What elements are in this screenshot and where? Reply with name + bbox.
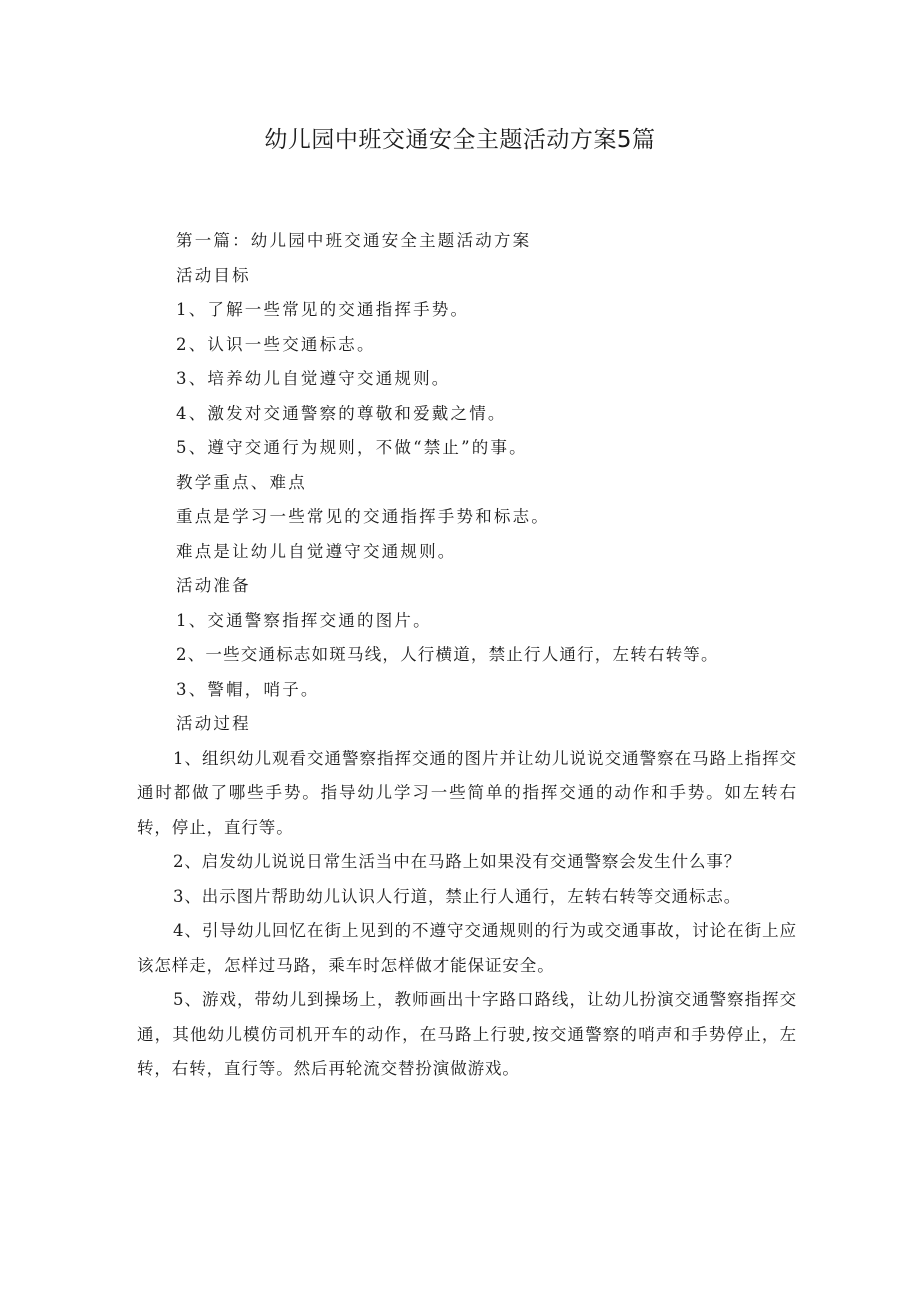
goal-item: 1、了解一些常见的交通指挥手势。 xyxy=(176,300,470,319)
goal-item: 2、认识一些交通标志。 xyxy=(176,334,376,354)
prep-item: 2、一些交通标志如斑马线，人行横道，禁止行人通行，左转右转等。 xyxy=(176,645,719,664)
part-heading: 第一篇：幼儿园中班交通安全主题活动方案 xyxy=(176,231,532,250)
goal-item: 3、培养幼儿自觉遵守交通规则。 xyxy=(176,369,451,388)
process-step: 1、组织幼儿观看交通警察指挥交通的图片并让幼儿说说交通警察在马路上指挥交通时都做了哪些手势。指导幼儿学习一些简单的指挥交通的动作和手势。如左转右转，停止，直行等。 xyxy=(137,748,797,837)
section-heading-process: 活动过程 xyxy=(176,714,251,733)
process-step: 2、启发幼儿说说日常生活当中在马路上如果没有交通警察会发生什么事？ xyxy=(173,852,742,871)
prep-item: 3、警帽，哨子。 xyxy=(176,679,320,699)
process-step: 5、游戏，带幼儿到操场上，教师画出十字路口路线，让幼儿扮演交通警察指挥交通，其他幼儿模仿司机开车的动作，在马路上行驶,按交通警察的哨声和手势停止，左转，右转，直行等。然后再轮流交替扮演做游戏。 xyxy=(137,990,797,1078)
document-body xyxy=(137,224,797,1087)
prep-item: 1、交通警察指挥交通的图片。 xyxy=(176,610,432,630)
document-title: 幼儿园中班交通安全主题活动方案5篇 xyxy=(264,127,656,153)
process-step: 4、引导幼儿回忆在街上见到的不遵守交通规则的行为或交通事故，讨论在街上应该怎样走，怎样过马路，乘车时怎样做才能保证安全。 xyxy=(137,921,797,975)
section-heading-goals: 活动目标 xyxy=(176,265,251,285)
goal-item: 4、激发对交通警察的尊敬和爱戴之情。 xyxy=(176,403,507,423)
section-heading-prep: 活动准备 xyxy=(176,576,251,595)
process-step: 3、出示图片帮助幼儿认识人行道，禁止行人通行，左转右转等交通标志。 xyxy=(173,886,742,906)
key-point-text: 重点是学习一些常见的交通指挥手势和标志。 xyxy=(176,507,550,526)
section-heading-key-points: 教学重点、难点 xyxy=(176,472,307,492)
goal-item: 5、遵守交通行为规则，不做“禁止”的事。 xyxy=(176,438,528,457)
difficult-point-text: 难点是让幼儿自觉遵守交通规则。 xyxy=(176,541,457,561)
